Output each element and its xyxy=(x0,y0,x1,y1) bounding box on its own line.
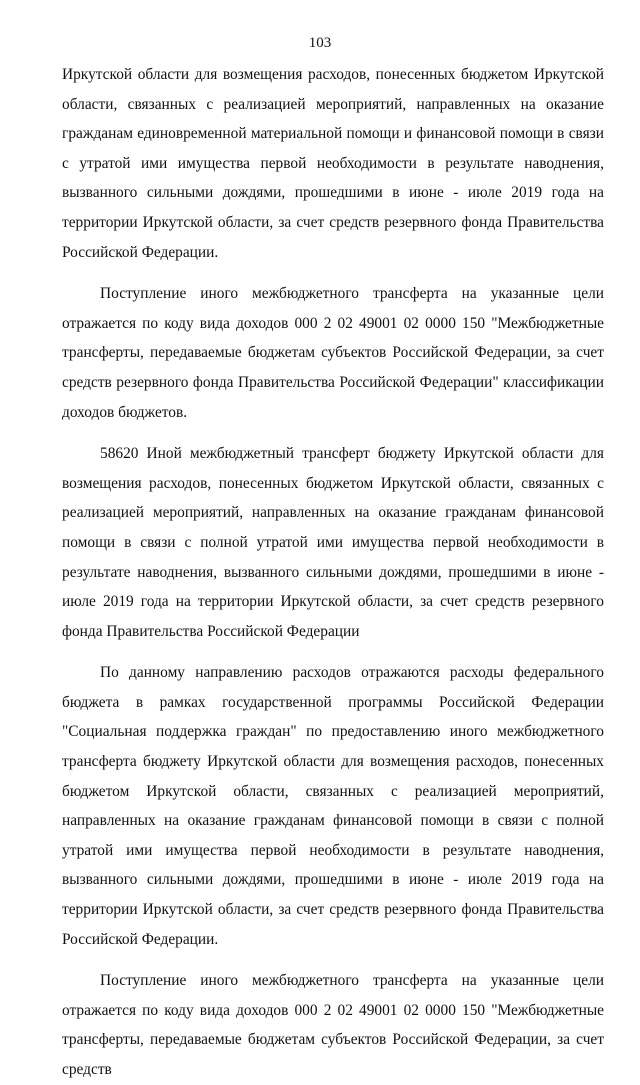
paragraph-income-code-2: Поступление иного межбюджетного трансферта на указанные цели отражается по коду вида доходов 000 2 02 49001 02 0000 150 "Межбюджетные трансферты, передаваемые бюджетам субъектов Российской Федерации, за счет средств xyxy=(62,972,604,1078)
paragraph-continued: Иркутской области для возмещения расходов, понесенных бюджетом Иркутской области, связанных с реализацией мероприятий, направленных на оказание гражданам единовременной материальной помощи и финансовой помощи в связи с утратой ими имущества первой необходимости в результате наводнения, вызванного сильными дождями, прошедшими в июне - июле 2019 года на территории Иркутской области, за счет средств резервного фонда Правительства Российской Федерации. xyxy=(62,66,604,261)
paragraph-code-58620: 58620 Иной межбюджетный трансферт бюджету Иркутской области для возмещения расходов, понесенных бюджетом Иркутской области, связанных с реализацией мероприятий, направленных на оказание гражданам финансовой помощи в связи с полной утратой ими имущества первой необходимости в результате наводнения, вызванного сильными дождями, прошедшими в июне - июле 2019 года на территории Иркутской области, за счет средств резервного фонда Правительства Российской Федерации xyxy=(62,445,604,640)
paragraph-expenses-description: По данному направлению расходов отражаются расходы федерального бюджета в рамках государственной программы Российской Федерации "Социальная поддержка граждан" по предоставлению иного межбюджетного трансферта бюджету Иркутской области для возмещения расходов, понесенных бюджетом Иркутской области, связанных с реализацией мероприятий, направленных на оказание гражданам финансовой помощи в связи с полной утратой ими имущества первой необходимости в результате наводнения, вызванного сильными дождями, прошедшими в июне - июле 2019 года на территории Иркутской области, за счет средств резервного фонда Правительства Российской Федерации. xyxy=(62,664,604,948)
document-body xyxy=(62,60,604,1085)
page-number: 103 xyxy=(308,35,332,51)
paragraph-income-code: Поступление иного межбюджетного трансферта на указанные цели отражается по коду вида доходов 000 2 02 49001 02 0000 150 "Межбюджетные трансферты, передаваемые бюджетам субъектов Российской Федерации, за счет средств резервного фонда Правительства Российской Федерации" классификации доходов бюджетов. xyxy=(62,285,604,421)
